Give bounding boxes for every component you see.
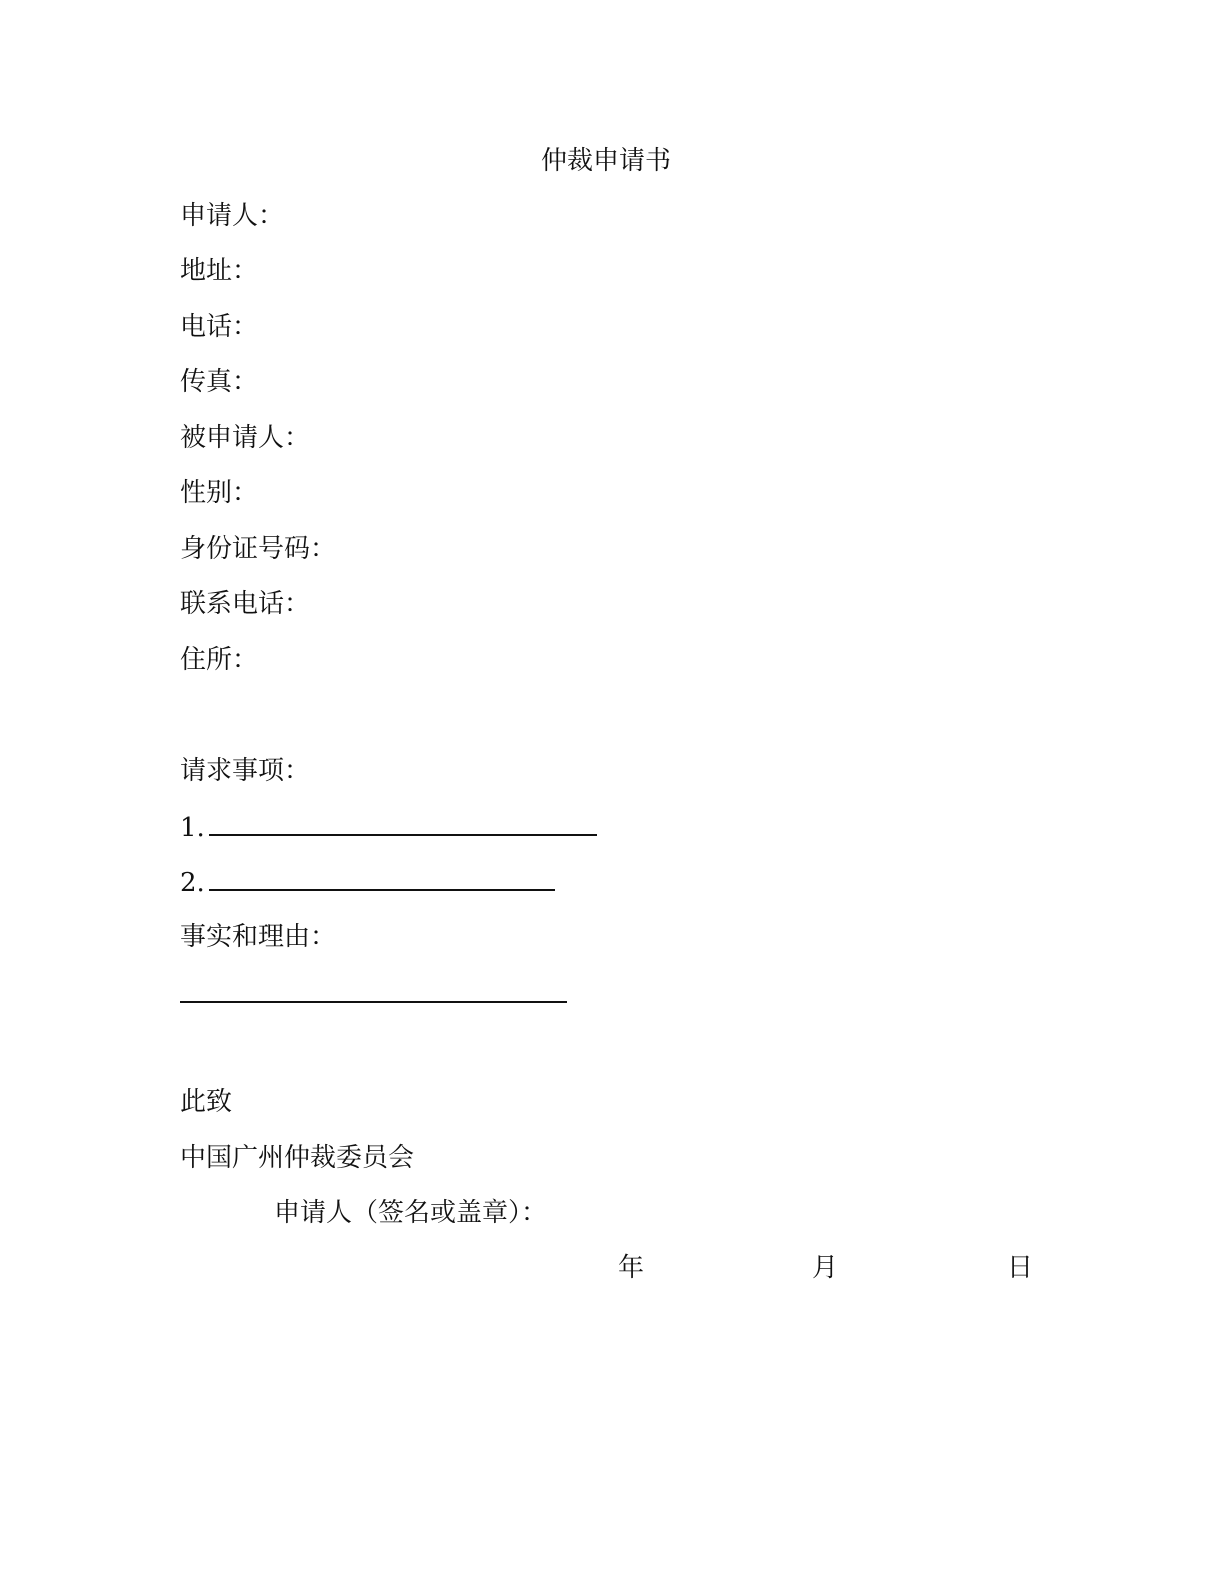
applicant-address-label: 地址： xyxy=(180,256,259,286)
document-title: 仲裁申请书 xyxy=(540,146,671,176)
applicant-fax-label: 传真： xyxy=(180,367,259,397)
date-day-label: 日 xyxy=(1007,1253,1034,1283)
respondent-residence-label: 住所： xyxy=(180,645,259,675)
claim-blank-line xyxy=(209,865,555,891)
respondent-gender-label: 性别： xyxy=(180,478,259,508)
signature-label: 申请人（签名或盖章）： xyxy=(274,1198,548,1228)
applicant-phone-label: 电话： xyxy=(180,312,259,342)
claim-blank-line xyxy=(209,810,597,836)
applicant-label: 申请人： xyxy=(180,201,285,231)
salutation: 此致 xyxy=(180,1087,233,1117)
claim-number: 2. xyxy=(180,868,205,898)
recipient: 中国广州仲裁委员会 xyxy=(180,1143,415,1173)
facts-heading: 事实和理由： xyxy=(180,922,337,952)
claim-item-2 xyxy=(180,865,555,900)
date-year-label: 年 xyxy=(618,1253,645,1283)
claim-number: 1. xyxy=(180,813,205,843)
date-month-label: 月 xyxy=(812,1253,839,1283)
respondent-label: 被申请人： xyxy=(180,423,311,453)
claims-heading: 请求事项： xyxy=(180,756,311,786)
respondent-contact-phone-label: 联系电话： xyxy=(180,589,311,619)
claim-item-1 xyxy=(180,810,597,845)
facts-blank-line xyxy=(180,1001,567,1003)
respondent-id-number-label: 身份证号码： xyxy=(180,534,337,564)
